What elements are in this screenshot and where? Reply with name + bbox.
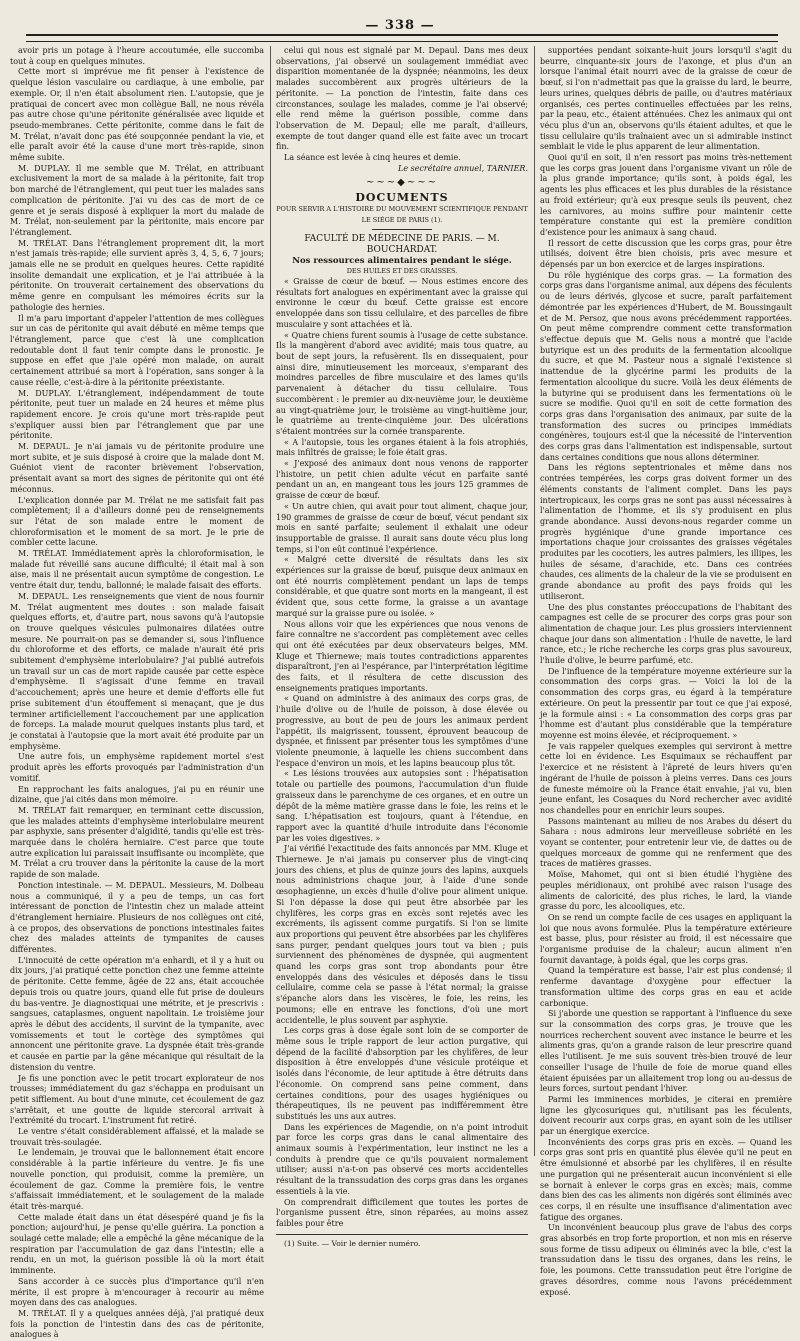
paragraph: Dans les expériences de Magendie, on n'a point introduit par force les corps gras dans le canal alimentaire des animaux soumis à l'expérimentation, leur instinct ne les a conduits à prendre que ce qu'ils pouvaient normalement utiliser; aussi n'a-t-on pas observé ces morts accidentelles résultant de la transsudation des corps gras dans les organes essentiels à la vie. xyxy=(276,1122,528,1196)
paragraph: Parmi les imminences morbides, je citerai en première ligne les glycosuriques qui, n'utilisant pas les féculents, doivent recourir aux corps gras, en ayant soin de les utiliser par un énergique exercice. xyxy=(540,1094,792,1137)
paragraph: « J'exposé des animaux dont nous venons de rapporter l'histoire, un petit chien adulte vécut en parfaite santé pendant un an, en mangeant tous les jours 125 grammes de graisse de cœur de bœuf. xyxy=(276,459,528,501)
secretary-signature: Le secrétaire annuel, TARNIER. xyxy=(398,163,528,173)
paragraph: Une des plus constantes préoccupations de l'habitant des campagnes est celle de se procurer des corps gras pour son alimentation de chaque jour. Les plus grossiers interviennent chaque jour dans son alimentation : l'huile de navette, le lard rance, etc.; le riche recherche les corps gras plus savoureux, l'huile d'olive, le beurre parfumé, etc. xyxy=(540,602,792,666)
paragraph: « Malgré cette diversité de résultats dans les six expériences sur la graisse de bœuf, puisque deux animaux en ont été nourris complètement pendant un laps de temps considérable, et que quatre sont morts en la mangeant, il est évident que, sous cette forme, la graisse a un avantage marqué sur la graisse pure ou isolée. » xyxy=(276,555,528,618)
closing-line: La séance est levée à cinq heures et demie. xyxy=(284,153,461,163)
paragraph: On comprendrait difficilement que toutes les portes de l'organisme pussent être, sinon réparées, au moins assez faibles pour être xyxy=(276,1197,528,1228)
page-number: — 338 — xyxy=(365,18,435,33)
paragraph: « Graisse de cœur de bœuf. — Nous estimes encore des résultats fort analogues en expérimentant avec la graisse qui environne le cœur du bœuf. Cette graisse est encore enveloppée dans son tissu cellulaire, et des parcelles de fibre musculaire y sont attachées et là. xyxy=(276,277,528,329)
paragraph: J'ai vérifié l'exactitude des faits annoncés par MM. Kluge et Thiernewe. Je n'ai jamais pu conserver plus de vingt-cinq jours des chiens, et plus de quinze jours des lapins, auxquels nous administrions chaque jour, à l'aide d'une sonde œsophagienne, un excès d'huile d'olive pour aliment unique. Si l'on dépasse la dose qui peut être absorbée par les chylifères, les corps gras en excès sont rejetés avec les excréments, ils agissent comme purgatifs. Si l'on se limite aux proportions qui peuvent être absorbées par les chylifères sans purger, pendant quelques jours tout va bien ; puis surviennent des phénomènes de dyspnée, qui augmentent quand les corps gras sont trop abondants pour être enveloppés dans des vésicules et déposés dans le tissu cellulaire, comme cela se passe à l'état normal; la graisse s'épanche alors dans les viscères, le foie, les reins, les poumons; elle en entrave les fonctions, d'où une mort accidentelle, le plus souvent par asphyxie. xyxy=(276,844,528,1025)
paragraph: Du rôle hygiénique des corps gras. — La formation des corps gras dans l'organisme animal, aux dépens des féculents ou de leurs dérivés, glycose et sucre, paraît parfaitement démontrée par les expériences d'Hubert, de M. Boussingault et de M. Persoz, que nous avons précédemment rapportées. On peut même comprendre comment cette transformation s'effectue depuis que M. Gelis nous a montré que l'acide butyrique est un des produits de la fermentation alcoolique du sucre, et que M. Pasteur nous a signalé l'existence si inattendue de la glycérine parmi les produits de la fermentation alcoolique du sucre. Voilà les deux éléments de la butyrine qui se produisent dans les fermentations où le sucre se modifie. Quoi qu'il en soit de cette formation des corps gras dans l'organisation des animaux, par suite de la transformation des sucres ou principes immédiats congénères, toujours est-il que la nécessité de l'intervention des corps gras dans l'alimentation est indispensable, surtout dans certaines conditions que nous allons déterminer. xyxy=(540,270,792,462)
paragraph: avoir pris un potage à l'heure accoutumée, elle succomba tout à coup en quelques minutes. xyxy=(10,46,264,66)
paragraph: M. DEPAUL. Les renseignements que vient de nous fournir M. Trélat augmentent mes doutes : son malade faisait quelques efforts, et, d'autre part, nous savons qu'à l'autopsie on trouve quelques vésicules pulmonaires dilatées outre mesure. Ne pourrait-on pas se demander si, sous l'influence du chloroforme et des efforts, ce malade n'aurait été pris subitement d'emphysème interlobulaire? J'ai publié autrefois un travail sur un cas de mort rapide causée par cette espèce d'emphysème. Il s'agissait d'une femme en travail d'accouchement; après une heure et demie d'efforts elle fut prise subitement d'un étouffement si menaçant, que je dus terminer artificiellement l'accouchement par une application de forceps. La malade mourut quelques instants plus tard, et je constatai à l'autopsie que la mort avait été produite par un emphysème. xyxy=(10,591,264,751)
paragraph: « Quatre chiens furent soumis à l'usage de cette substance. Ils la mangèrent d'abord avec avidité; mais tous quatre, au bout de sept jours, la refusèrent. Ils en dissequaient, pour ainsi dire, minutieusement les morceaux, s'emparant des moindres parcelles de fibre musculaire et des lames qu'ils parvenaient à détacher du tissu cellulaire. Tous succombèrent : le premier au dix-neuvième jour, le deuxième au vingt-quatrième jour, le troisième au vingt-huitième jour, le quatrième au trente-cinquième jour. Des ulcérations s'étaient montrées sur la cornée transparente. xyxy=(276,330,528,436)
paragraph: Sans accorder à ce succès plus d'importance qu'il n'en mérite, il est propre à m'encourager à recourir au même moyen dans des cas analogues. xyxy=(10,1276,264,1308)
paragraph: Passons maintenant au milieu de nos Arabes du désert du Sahara : nous admirons leur merveilleuse sobriété en les voyant se contenter, pour entretenir leur vie, de dattes ou de quelques morceaux de gomme qui ne renferment que des traces de matières grasses. xyxy=(540,816,792,869)
paragraph: « Les lésions trouvées aux autopsies sont : l'hépatisation totale ou partielle des poumons, l'accumulation d'un fluide graisseux dans le parenchyme de ces organes, et en outre un dépôt de la même matière grasse dans le foie, les reins et le sang. L'hépatisation est toujours, quant à l'étendue, en rapport avec la quantité d'huile introduite dans l'économie par les voies digestives. » xyxy=(276,769,528,843)
paragraph: supportées pendant soixante-huit jours lorsqu'il s'agit du beurre, cinquante-six jours de l'axonge, et plus d'un an lorsque l'animal était nourri avec de la graisse de cœur de bœuf, si l'on n'admettait pas que la graisse du lard, le beurre, leurs urines, quelques débris de paille, ou d'autres matériaux organisés, ces pertes continuelles effectuées par les reins, par la peau, etc., étaient atténuées. Chez les animaux qui ont vécu plus d'un an, observons qu'ils étaient adultes, et que le tissu cellulaire qu'ils traînaient avec un si admirable instinct semblait le vide le plus apparent de leur alimentation. xyxy=(540,46,792,152)
paragraph: Si j'aborde une question se rapportant à l'influence du sexe sur la consommation des corps gras, je trouve que les nourrices recherchent souvent avec instance le beurre et les aliments gras, qu'on a grande raison de leur prescrire quand elles l'utilisent. Je me suis souvent très-bien trouvé de leur conseiller l'usage de l'huile de foie de morue quand elles étaient épuisées par un allaitement trop long ou au-dessus de leurs forces, surtout pendant l'hiver. xyxy=(540,1009,792,1094)
paragraph: On se rend un compte facile de ces usages en appliquant la loi que nous avons formulée. Plus la température extérieure est basse, plus, pour résister au froid, il est nécessaire que l'organisme produise de la chaleur; aucun aliment n'en fournit davantage, à poids égal, que les corps gras. xyxy=(540,912,792,965)
column-left xyxy=(10,46,264,1340)
paragraph: Je vais rappeler quelques exemples qui serviront à mettre cette loi en évidence. Les Esquimaux se réchauffent par l'exercice et ne résistent à l'âpreté de leurs hivers qu'en ingérant de l'huile de poisson à pleins verres. Dans ces jours de funeste mémoire où la France était envahie, j'ai vu, bien jeune enfant, les Cosaques du Nord rechercher avec avidité nos chandelles pour en enrichir leurs soupes. xyxy=(540,741,792,815)
paragraph: M. TRÉLAT. Il y a quelques années déjà, j'ai pratiqué deux fois la ponction de l'intestin dans des cas de péritonite, analogues à xyxy=(10,1308,264,1340)
paragraph: Nous allons voir que les expériences que nous venons de faire connaître ne s'accordent pas complètement avec celles qui ont été exécutées par deux observateurs belges, MM. Kluge et Thiernewe; mais toutes contradictions apparentes disparaîtront, j'en ai l'espérance, par l'interprétation légitime des faits, et il résultera de cette discussion des enseignements pratiques importants. xyxy=(276,619,528,693)
paragraph: M. DUPLAY. Il me semble que M. Trélat, en attribuant exclusivement la mort de sa malade à la péritonite, fait trop bon marché de l'étranglement, qui peut tuer les malades sans complication de péritonite. J'ai vu des cas de mort de ce genre et je serais disposé à expliquer la mort du malade de M. Trélat, non-seulement par la péritonite, mais encore par l'étranglement. xyxy=(10,163,264,237)
paragraph: Le lendemain, je trouvai que le ballonnement était encore considérable à la partie inférieure du ventre. Je fis une nouvelle ponction, qui produisit, comme la première, un écoulement de gaz. Comme la première fois, le ventre s'affaissait immédiatement, et le soulagement de la malade était très-marqué. xyxy=(10,1148,264,1211)
header-rule xyxy=(26,34,778,42)
paragraph: L'innocuité de cette opération m'a enhardi, et il y a huit ou dix jours, j'ai pratiqué cette ponction chez une femme atteinte de péritonite. Cette femme, âgée de 22 ans, était accouchée depuis trois ou quatre jours, quand elle fut prise de douleurs du bas-ventre. Je diagnostiquai une métrite, et je prescrivis : sangsues, cataplasmes, onguent napolitain. Le troisième jour après le début des accidents, il survint de la tympanite, avec vomissements et tout le cortège des symptômes qui annoncent une péritonite grave. La dyspnée était très-grande et causée en partie par la gêne mécanique qui résultait de la distension du ventre. xyxy=(10,955,264,1072)
footnote-rule xyxy=(276,1234,528,1235)
paragraph: M. DUPLAY. L'étranglement, indépendamment de toute péritonite, peut tuer un malade en 24 heures et même plus rapidement encore. Je crois qu'une mort très-rapide peut s'expliquer aussi bien par l'étranglement que par une péritonite. xyxy=(10,388,264,441)
faculty-heading: FACULTÉ DE MÉDECINE DE PARIS. — M. BOUCHARDAT. xyxy=(304,234,500,255)
paragraph: Une autre fois, un emphysème rapidement mortel s'est produit après les efforts provoqués par l'administration d'un vomitif. xyxy=(10,752,264,783)
paragraph: « Quand on administre à des animaux des corps gras, de l'huile d'olive ou de l'huile de poisson, à dose élevée ou progressive, au bout de peu de jours les animaux perdent l'appétit, ils maigrissent, toussent, éprouvent beaucoup de dyspnée, et finissent par présenter tous les symptômes d'une violente pneumonie, à laquelle les chiens succombent dans l'espace d'environ un mois, et les lapins beaucoup plus tôt. xyxy=(276,694,528,768)
column-middle xyxy=(276,46,528,1248)
paragraph: En rapprochant les faits analogues, j'ai pu en réunir une dizaine, que j'ai cités dans mon mémoire. xyxy=(10,784,264,805)
paragraph: Inconvénients des corps gras pris en excès. — Quand les corps gras sont pris en quantité plus élevée qu'il ne peut en être émulsionné et absorbé par les chylifères, il en résulte une purgation qui ne présenterait aucun inconvénient si elle se bornait à enlever le corps gras en excès; mais, comme dans bien des cas les aliments non digérés sont éliminés avec ces corps, il en résulte une insuffisance d'alimentation avec fatigue des organes. xyxy=(540,1137,792,1222)
paragraph: Cette malade était dans un état désespéré quand je fis la ponction; aujourd'hui, je pense qu'elle guérira. La ponction a soulagé cette malade; elle a empêché la gêne mécanique de la respiration par l'accumulation de gaz dans l'intestin; elle a rendu, en un mot, la guérison possible là où la mort était imminente. xyxy=(10,1212,264,1276)
lecture-subject: DES HUILES ET DES GRAISSES. xyxy=(346,267,458,276)
paragraph: « Un autre chien, qui avait pour tout aliment, chaque jour, 190 grammes de graisse de cœur de bœuf, vécut pendant six mois en santé parfaite; seulement il exhalait une odeur insupportable de graisse. Il aurait sans doute vécu plus long temps, si l'on eût continué l'expérience. xyxy=(276,501,528,554)
paragraph: celui qui nous est signalé par M. Depaul. Dans mes deux observations, j'ai observé un soulagement immédiat avec disparition momentanée de la dyspnée; néanmoins, les deux malades succombèrent aux progrès ultérieurs de la péritonite. — La ponction de l'intestin, faite dans ces circonstances, soulage les malades, comme je l'ai observé; elle rend même la guérison possible, comme dans l'observation de M. Depaul; elle me paraît, d'ailleurs, exempte de tout danger quand elle est faite avec un trocart fin. xyxy=(276,46,528,152)
section-subtitle: POUR SERVIR A L'HISTOIRE DU MOUVEMENT SCIENTIFIQUE PENDANT LE SIÉGE DE PARIS (1). xyxy=(276,204,528,224)
paragraph: Cette mort si imprévue me fit penser à l'existence de quelque lésion vasculaire ou cardiaque, à une embolie, par exemple. Or, il n'en était absolument rien. L'autopsie, que je pratiquai de concert avec mon collègue Ball, ne nous révéla pas autre chose qu'une péritonite généralisée avec liquide et pseudo-membranes. Cette péritonite, comme dans le fait de M. Trélat, n'avait donc pas été soupçonnée pendant la vie, et elle paraît avoir été la cause d'une mort très-rapide, sinon même subite. xyxy=(10,67,264,163)
paragraph: Ponction intestinale. — M. DEPAUL. Messieurs, M. Dolbeau nous a communiqué, il y a peu de temps, un cas fort intéressant de ponction de l'intestin chez un malade atteint d'étranglement herniaire. Plusieurs de nos collègues ont cité, à ce propos, des observations de ponctions intestinales faites chez des malades atteints de tympanites de causes différentes. xyxy=(10,880,264,955)
paragraph: L'explication donnée par M. Trélat ne me satisfait fait pas complètement; il a d'ailleurs donné peu de renseignements sur l'état de son malade entre le moment de chloroformisation et le moment de sa mort. Je le prie de combler cette lacune. xyxy=(10,495,264,548)
ornament-divider: ~~~◆~~~ xyxy=(366,177,438,189)
paragraph: Moïse, Mahomet, qui ont si bien étudié l'hygiène des peuples méridionaux, ont prohibé avec raison l'usage des aliments de caloricité, des plus riches, le lard, la viande grasse du porc, les alcooliques, etc. xyxy=(540,870,792,912)
paragraph: M. TRÉLAT fait remarquer, en terminant cette discussion, que les malades atteints d'emphysème interlobulaire meurent par asphyxie, sans présenter d'algidité, tandis qu'elle est très-marquée dans le choléra herniaire. C'est parce que toute autre explication lui paraissait insuffisante ou incomplète, que M. Trélat a cru trouver dans la péritonite la cause de la mort rapide de son malade. xyxy=(10,805,264,880)
paragraph: M. TRÉLAT. Immédiatement après la chloroformisation, le malade fut réveillé sans aucune difficulté; il était mal à son aise, mais il ne présentait aucun symptôme de congestion. Le ventre était dur, tendu, ballonné; le malade faisait des efforts. xyxy=(10,549,264,591)
paragraph: De l'influence de la température moyenne extérieure sur la consommation des corps gras. — Voici la loi de la consommation des corps gras, eu égard à la température extérieure. On peut la pressentir par tout ce que j'ai exposé, je la formule ainsi : « La consommation des corps gras par l'homme est d'autant plus considérable que la température moyenne est moins élevée, et réciproquement. » xyxy=(540,666,792,740)
section-title: DOCUMENTS xyxy=(355,191,449,205)
paragraph: Il m'a paru important d'appeler l'attention de mes collègues sur un cas de péritonite qui avait débuté en même temps que l'étranglement, parce que c'est là une complication redoutable dont il faut tenir compte dans le pronostic. Je suppose en effet que j'aie opéré mon malade, on aurait certainement attribué sa mort à l'opération, sans songer à la cause réelle, c'est-à-dire à la péritonite préexistante. xyxy=(10,313,264,387)
footnote: (1) Suite. — Voir le dernier numéro. xyxy=(284,1238,421,1248)
column-divider xyxy=(534,46,535,1156)
paragraph: M. DEPAUL. Je n'ai jamais vu de péritonite produire une mort subite, et je suis disposé à croire que la malade dont M. Guéniot vient de raconter brièvement l'observation, présentait avant sa mort des signes de péritonite qui ont été méconnus. xyxy=(10,442,264,494)
paragraph: Il ressort de cette discussion que les corps gras, pour être utilisés, doivent être bien choisis, pris avec mesure et dépensés par un bon exercice et de larges inspirations. xyxy=(540,238,792,270)
paragraph: « A l'autopsie, tous les organes étaient à la fois atrophiés, mais infiltrés de graisse; le foie était gras. xyxy=(276,437,528,458)
paragraph: Quoi qu'il en soit, il n'en ressort pas moins très-nettement que les corps gras jouent dans l'organisme vivant un rôle de la plus grande importance; qu'ils sont, à poids égal, les agents les plus efficaces et les plus durables de la résistance au froid extérieur; qu'à eux presque seuls ils peuvent, chez les carnivores, au moins suffire pour maintenir cette température constante qui est la première condition d'existence pour les animaux à sang chaud. xyxy=(540,153,792,237)
paragraph: Quand la température est basse, l'air est plus condensé; il renferme davantage d'oxygène pour effectuer la transformation ultime des corps gras en eau et acide carbonique. xyxy=(540,966,792,1008)
paragraph: Un inconvénient beaucoup plus grave de l'abus des corps gras absorbés en trop forte proportion, et non mis en réserve sous forme de tissu adipeux ou éliminés avec la bile, c'est la transsudation dans le tissu des organes, dans les reins, le foie, les poumons. Cette transsudation peut être l'origine de graves désordres, comme nous l'avons précédemment exposé. xyxy=(540,1223,792,1297)
column-divider xyxy=(270,46,271,1156)
paragraph: M. TRÉLAT. Dans l'étranglement proprement dit, la mort n'est jamais très-rapide; elle survient après 3, 4, 5, 6, 7 jours; jamais elle ne se produit en quelques heures. Cette rapidité insolite demandait une explication, et je l'ai attribuée à la péritonite. On trouverait certainement des observations du même genre en compulsant les mémoires écrits sur la pathologie des hernies. xyxy=(10,238,264,312)
divider xyxy=(372,229,432,230)
lecture-body xyxy=(276,277,528,1230)
paragraph: Les corps gras à dose égale sont loin de se comporter de même sous le triple rapport de leur action purgative, qui dépend de la facilité d'absorption par les chylifères, de leur disposition à être enveloppés d'une vésicule protéique et isolés dans l'économie, de leur aptitude à être détruits dans l'économie. On comprend sans peine comment, dans certaines conditions, pour des usages hygiéniques ou thérapeutiques, ils ne peuvent pas indifféremment être substitués les uns aux autres. xyxy=(276,1026,528,1121)
column-right xyxy=(540,46,792,1297)
paragraph: Dans les régions septentrionales et même dans nos contrées tempérées, les corps gras doivent former un des éléments constants de l'aliment complet. Dans les pays intertropicaux, les corps gras ne sont pas aussi nécessaires à l'alimentation de l'homme, et ils s'y produisent en plus grande abondance. Aussi devons-nous regarder comme un progrès hygiénique d'une grande importance ces importations chaque jour croissantes des graisses végétales produites par les cocotiers, les autres palmiers, les illipes, les huiles de sésame, d'arachide, etc. Dans ces contrées chaudes, ces aliments de la chaleur de la vie se produisent en grande abondance au profit des pays froids qui les utiliseront. xyxy=(540,463,792,601)
paragraph: Je fis une ponction avec le petit trocart explorateur de nos trousses; immédiatement du gaz s'échappa en produisant un petit sifflement. Au bout d'une minute, cet écoulement de gaz s'arrêtait, et une goutte de liquide stercoral arrivait à l'extrémité du trocart. L'instrument fut retiré. xyxy=(10,1073,264,1126)
lecture-title: Nos ressources alimentaires pendant le siége. xyxy=(292,255,512,266)
paragraph: Le ventre s'était considérablement affaissé, et la malade se trouvait très-soulagée. xyxy=(10,1127,264,1147)
